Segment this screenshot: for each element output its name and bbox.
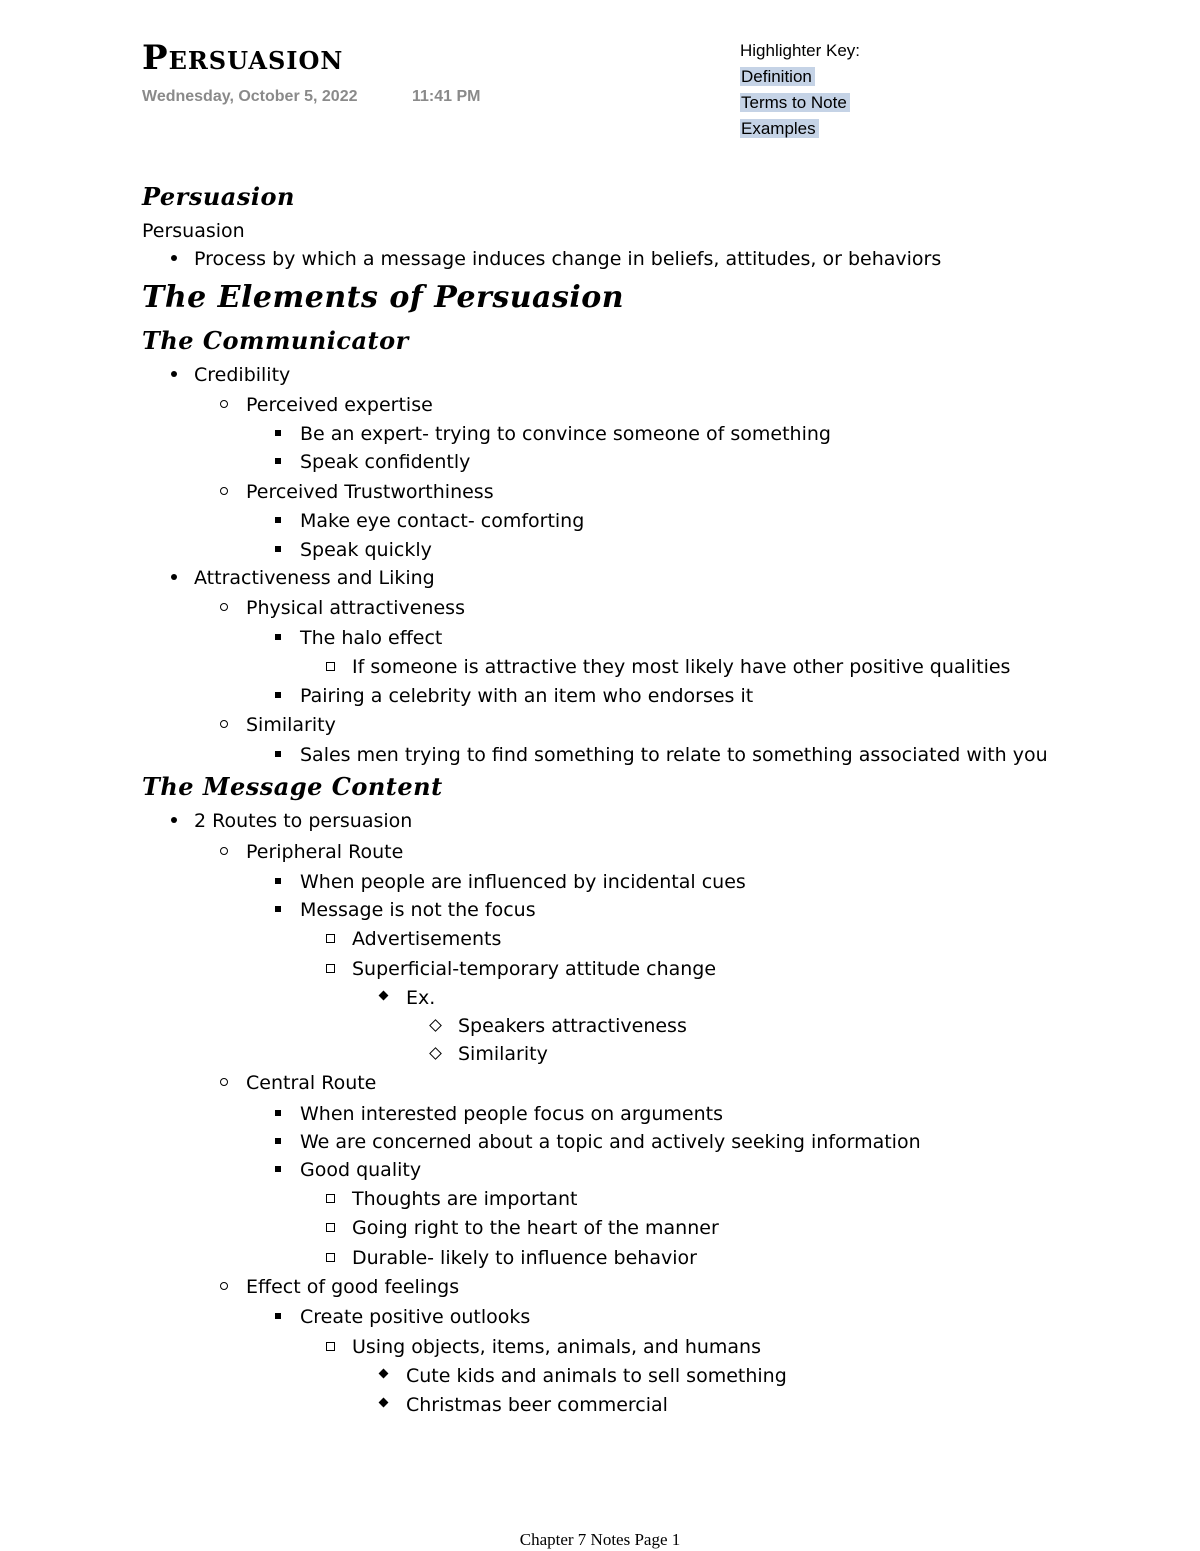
key-terms-to-note: Terms to Note bbox=[740, 93, 850, 112]
list-item: Superficial-temporary attitude change bbox=[352, 958, 717, 980]
bullet-circle-icon bbox=[220, 1078, 228, 1086]
bullet-square-icon bbox=[275, 634, 281, 640]
highlighter-key bbox=[740, 38, 860, 142]
bullet-square-icon bbox=[275, 906, 281, 912]
list-item: Cute kids and animals to sell something bbox=[406, 1365, 787, 1387]
list-item: When interested people focus on arguments bbox=[300, 1103, 723, 1125]
list-item: Similarity bbox=[458, 1043, 548, 1065]
bullet-square-icon bbox=[275, 878, 281, 884]
key-definition: Definition bbox=[740, 67, 815, 86]
bullet-diamond-icon bbox=[379, 1369, 389, 1379]
list-item: Attractiveness and Liking bbox=[194, 567, 435, 589]
bullet-circle-icon bbox=[220, 487, 228, 495]
bullet-square-icon bbox=[275, 1166, 281, 1172]
list-item: Make eye contact- comforting bbox=[300, 510, 585, 532]
bullet-hollow-square-icon bbox=[326, 934, 335, 943]
term-persuasion: Persuasion bbox=[142, 220, 245, 242]
bullet-hollow-square-icon bbox=[326, 1342, 335, 1351]
list-item: Thoughts are important bbox=[352, 1188, 578, 1210]
list-item: Speak confidently bbox=[300, 451, 471, 473]
list-item: Christmas beer commercial bbox=[406, 1394, 668, 1416]
list-item: Perceived expertise bbox=[246, 394, 433, 416]
list-item: Pairing a celebrity with an item who endorses it bbox=[300, 685, 754, 707]
list-item: Good quality bbox=[300, 1159, 422, 1181]
list-item: Physical attractiveness bbox=[246, 597, 465, 619]
list-item: Perceived Trustworthiness bbox=[246, 481, 494, 503]
list-item: Similarity bbox=[246, 714, 336, 736]
list-item: Advertisements bbox=[352, 928, 502, 950]
bullet-square-icon bbox=[275, 692, 281, 698]
list-item: Using objects, items, animals, and humans bbox=[352, 1336, 761, 1358]
list-item: Speak quickly bbox=[300, 539, 432, 561]
page-title: Persuasion bbox=[142, 38, 344, 78]
bullet-disc-icon bbox=[171, 371, 177, 377]
bullet-square-icon bbox=[275, 458, 281, 464]
bullet-circle-icon bbox=[220, 603, 228, 611]
list-item: Central Route bbox=[246, 1072, 377, 1094]
bullet-square-icon bbox=[275, 546, 281, 552]
heading-persuasion: Persuasion bbox=[142, 182, 295, 211]
bullet-hollow-square-icon bbox=[326, 1194, 335, 1203]
bullet-hollow-square-icon bbox=[326, 662, 335, 671]
bullet-hollow-diamond-icon bbox=[429, 1047, 442, 1060]
bullet-square-icon bbox=[275, 1138, 281, 1144]
bullet-circle-icon bbox=[220, 847, 228, 855]
key-examples: Examples bbox=[740, 119, 819, 138]
bullet-square-icon bbox=[275, 430, 281, 436]
list-item: If someone is attractive they most likely have other positive qualities bbox=[352, 656, 1011, 678]
heading-message-content: The Message Content bbox=[142, 772, 443, 801]
bullet-hollow-square-icon bbox=[326, 964, 335, 973]
heading-elements-of-persuasion: The Elements of Persuasion bbox=[142, 280, 625, 315]
note-date: Wednesday, October 5, 2022 bbox=[142, 88, 358, 105]
bullet-square-icon bbox=[275, 517, 281, 523]
list-item: Peripheral Route bbox=[246, 841, 404, 863]
list-item: We are concerned about a topic and actively seeking information bbox=[300, 1131, 921, 1153]
list-item: Sales men trying to find something to relate to something associated with you bbox=[300, 744, 1048, 766]
bullet-disc-icon bbox=[171, 255, 177, 261]
list-item: Create positive outlooks bbox=[300, 1306, 531, 1328]
bullet-circle-icon bbox=[220, 400, 228, 408]
bullet-hollow-square-icon bbox=[326, 1223, 335, 1232]
bullet-square-icon bbox=[275, 1313, 281, 1319]
list-item: Going right to the heart of the manner bbox=[352, 1217, 719, 1239]
list-item: 2 Routes to persuasion bbox=[194, 810, 413, 832]
bullet-disc-icon bbox=[171, 574, 177, 580]
bullet-disc-icon bbox=[171, 817, 177, 823]
bullet-hollow-square-icon bbox=[326, 1253, 335, 1262]
page-footer: Chapter 7 Notes Page 1 bbox=[519, 1530, 681, 1549]
list-item: Durable- likely to influence behavior bbox=[352, 1247, 697, 1269]
highlighter-key-label: Highlighter Key: bbox=[740, 41, 861, 60]
bullet-square-icon bbox=[275, 751, 281, 757]
bullet-hollow-diamond-icon bbox=[429, 1019, 442, 1032]
heading-communicator: The Communicator bbox=[142, 326, 409, 355]
bullet-circle-icon bbox=[220, 1282, 228, 1290]
list-item: When people are influenced by incidental cues bbox=[300, 871, 746, 893]
list-item: The halo effect bbox=[300, 627, 443, 649]
list-item: Effect of good feelings bbox=[246, 1276, 460, 1298]
list-item: Credibility bbox=[194, 364, 291, 386]
bullet-diamond-icon bbox=[379, 991, 389, 1001]
note-time: 11:41 PM bbox=[412, 88, 481, 105]
definition-persuasion: Process by which a message induces change in beliefs, attitudes, or behaviors bbox=[194, 248, 942, 270]
list-item: Ex. bbox=[406, 987, 436, 1009]
bullet-circle-icon bbox=[220, 720, 228, 728]
list-item: Message is not the focus bbox=[300, 899, 536, 921]
list-item: Speakers attractiveness bbox=[458, 1015, 687, 1037]
bullet-square-icon bbox=[275, 1110, 281, 1116]
list-item: Be an expert- trying to convince someone of something bbox=[300, 423, 831, 445]
bullet-diamond-icon bbox=[379, 1398, 389, 1408]
